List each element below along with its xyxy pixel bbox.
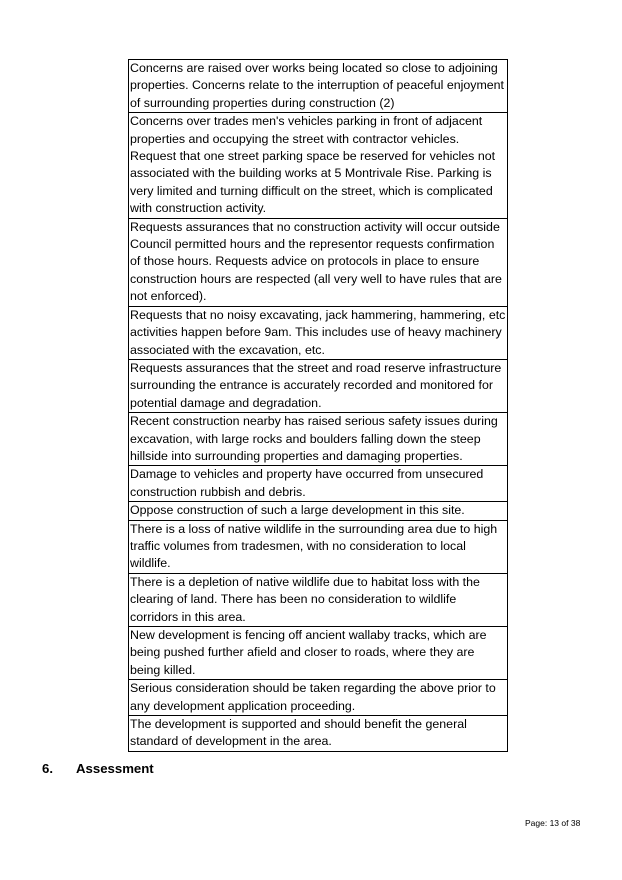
table-cell: Requests assurances that the street and road reserve infrastructure surrounding the entrance is accurately recorded and monitored for potential damage and degradation.: [129, 359, 508, 412]
representations-table: [128, 59, 508, 752]
table-row: [129, 627, 508, 680]
table-row: [129, 359, 508, 412]
table-row: [129, 716, 508, 752]
table-cell: Concerns over trades men's vehicles parking in front of adjacent properties and occupying the street with contractor vehicles. Request that one street parking space be reserved for vehicles not associated with the building works at 5 Montrivale Rise. Parking is very limited and turning difficult on the street, which is complicated with construction activity.: [129, 113, 508, 218]
table-cell: Requests assurances that no construction activity will occur outside Council permitted hours and the representor requests confirmation of those hours. Requests advice on protocols in place to ensure construction hours are respected (all very well to have rules that are not enforced).: [129, 218, 508, 306]
table-row: [129, 218, 508, 306]
table-row: [129, 502, 508, 520]
section-title: Assessment: [76, 761, 154, 776]
section-number: 6.: [42, 761, 53, 776]
table-cell: Damage to vehicles and property have occurred from unsecured construction rubbish and debris.: [129, 466, 508, 502]
table-row: [129, 60, 508, 113]
table-row: [129, 306, 508, 359]
table-cell: Oppose construction of such a large development in this site.: [129, 502, 508, 520]
table-cell: There is a depletion of native wildlife due to habitat loss with the clearing of land. There has been no consideration to wildlife corridors in this area.: [129, 573, 508, 626]
page-number: Page: 13 of 38: [525, 818, 581, 828]
table-row: [129, 680, 508, 716]
table-cell: New development is fencing off ancient wallaby tracks, which are being pushed further afield and closer to roads, where they are being killed.: [129, 627, 508, 680]
table-row: [129, 413, 508, 466]
table-cell: Recent construction nearby has raised serious safety issues during excavation, with large rocks and boulders falling down the steep hillside into surrounding properties and damaging properties.: [129, 413, 508, 466]
table-cell: Concerns are raised over works being located so close to adjoining properties. Concerns relate to the interruption of peaceful enjoyment of surrounding properties during construction (2): [129, 60, 508, 113]
table-cell: Requests that no noisy excavating, jack hammering, hammering, etc activities happen before 9am. This includes use of heavy machinery associated with the excavation, etc.: [129, 306, 508, 359]
table-row: [129, 113, 508, 218]
section-heading: [42, 761, 154, 777]
table-cell: There is a loss of native wildlife in the surrounding area due to high traffic volumes from tradesmen, with no consideration to local wildlife.: [129, 520, 508, 573]
table-row: [129, 573, 508, 626]
table-cell: The development is supported and should benefit the general standard of development in the area.: [129, 716, 508, 752]
table-cell: Serious consideration should be taken regarding the above prior to any development application proceeding.: [129, 680, 508, 716]
table-row: [129, 466, 508, 502]
table-row: [129, 520, 508, 573]
